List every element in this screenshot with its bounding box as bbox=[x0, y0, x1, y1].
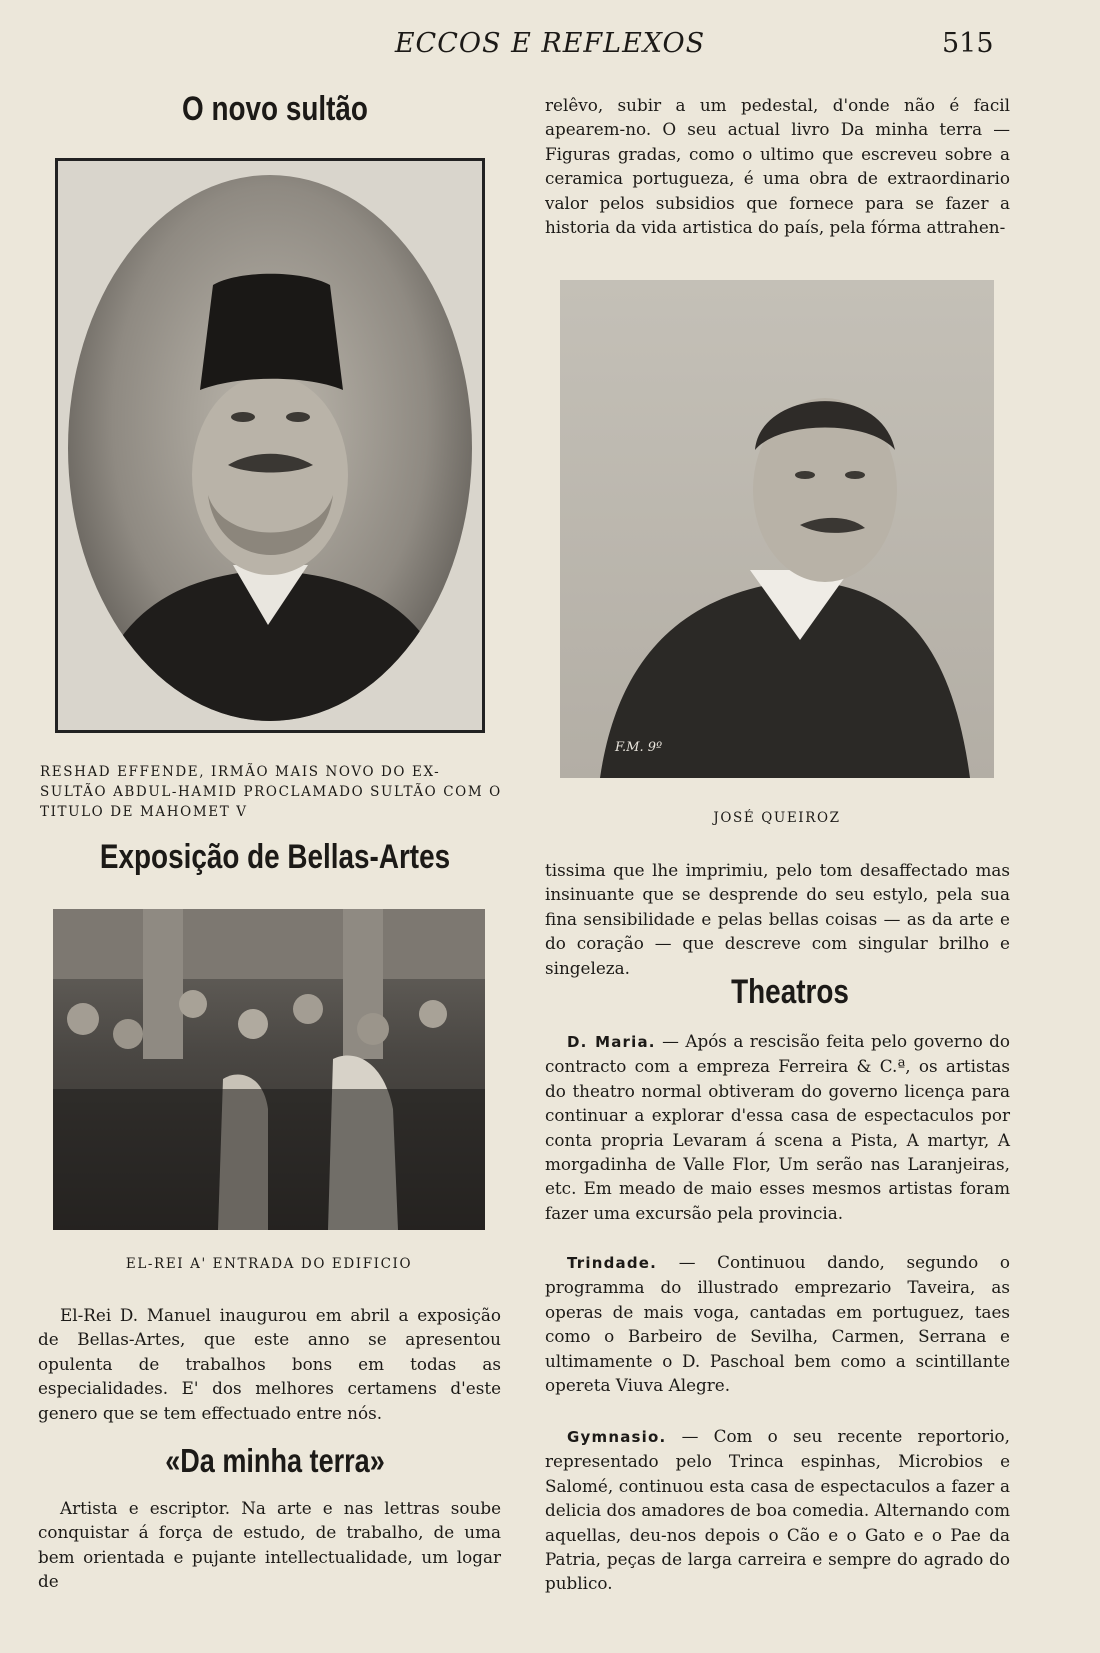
theatre-text-gymnasio: — Com o seu recente reportorio, representado pelo Trinca espinhas, Microbios e Salomé, continuou esta casa de espectaculos a fazer a delicia dos amadores de boa comedia. Alternando com aquellas, deu-nos depois o Cão e o Gato e o Pae da Patria, peças de larga carreira e sempre do agrado do publico. bbox=[545, 1426, 1010, 1594]
sultan-figure-illustration bbox=[68, 175, 472, 721]
theatre-entry-trindade bbox=[545, 1250, 1010, 1397]
section-title-theatros: Theatros bbox=[731, 973, 849, 1011]
minha-terra-paragraph-right-cont: tissima que lhe imprimiu, pelo tom desaffectado mas insinuante que se desprende do seu estylo, pela sua fina sensibilidade e pelas bellas coisas — as da arte e do coração — que descreve com singular brilho e singeleza. bbox=[545, 860, 1010, 978]
theatre-name-trindade: Trindade. bbox=[567, 1254, 658, 1272]
queiroz-figure-illustration bbox=[560, 280, 994, 778]
theatre-entry-gymnasio bbox=[545, 1424, 1010, 1596]
queiroz-caption: JOSÉ QUEIROZ bbox=[713, 810, 841, 826]
running-title: ECCOS E REFLEXOS bbox=[394, 28, 706, 59]
exhibition-paragraph: El-Rei D. Manuel inaugurou em abril a exposição de Bellas-Artes, que este anno se apresentou opulenta de trabalhos bons em todas as especialidades. E' dos melhores certamens d'este genero que se tem effectuado entre nós. bbox=[38, 1305, 501, 1423]
sultan-caption: RESHAD EFFENDE, IRMÃO MAIS NOVO DO EX-SULTÃO ABDUL-HAMID PROCLAMADO SULTÃO COM O TITULO DE MAHOMET V bbox=[40, 764, 502, 820]
theatre-text-dmaria: — Após a rescisão feita pelo governo do contracto com a empreza Ferreira & C.ª, os artistas do theatro normal obtiveram do governo licença para continuar a explorar d'essa casa de espectaculos por conta propria Levaram á scena a Pista, A martyr, A morgadinha de Valle Flor, Um serão nas Laranjeiras, etc. Em meado de maio esses mesmos artistas foram fazer uma excursão pela provincia. bbox=[545, 1031, 1010, 1223]
photo-signature: F.M. 9º bbox=[615, 740, 663, 755]
section-title-minha-terra: «Da minha terra» bbox=[165, 1442, 385, 1479]
theatre-name-dmaria: D. Maria. bbox=[567, 1033, 656, 1051]
crowd-illustration bbox=[53, 909, 485, 1230]
minha-terra-paragraph-right-top: relêvo, subir a um pedestal, d'onde não é facil apearem-no. O seu actual livro Da minha terra — Figuras gradas, como o ultimo que escreveu sobre a ceramica portugueza, é uma obra de extraordinario valor pelos subsidios que fornece para se fazer a historia da vida artistica do país, pela fórma attrahen- bbox=[545, 95, 1010, 238]
section-title-novo-sultao: O novo sultão bbox=[182, 90, 368, 128]
exhibition-crowd-photo bbox=[53, 909, 485, 1230]
theatre-text-trindade: — Continuou dando, segundo o programma do illustrado emprezario Taveira, as operas de mais voga, cantadas em portuguez, taes como o Barbeiro de Sevilha, Carmen, Serrana e ultimamente o D. Paschoal bem como a scintillante opereta Viuva Alegre. bbox=[545, 1252, 1010, 1396]
oval-vignette bbox=[68, 175, 472, 721]
minha-terra-paragraph-left: Artista e escriptor. Na arte e nas lettras soube conquistar á força de estudo, de trabalho, de uma bem orientada e pujante intellectualidade, um logar de bbox=[38, 1498, 501, 1592]
page-number: 515 bbox=[942, 28, 994, 59]
theatre-name-gymnasio: Gymnasio. bbox=[567, 1428, 667, 1446]
sultan-portrait-photo bbox=[55, 158, 485, 733]
exhibition-caption: EL-REI A' ENTRADA DO EDIFICIO bbox=[125, 1256, 413, 1272]
section-title-exposicao: Exposição de Bellas-Artes bbox=[99, 838, 451, 876]
jose-queiroz-photo bbox=[560, 280, 994, 778]
theatre-entry-dmaria bbox=[545, 1029, 1010, 1225]
